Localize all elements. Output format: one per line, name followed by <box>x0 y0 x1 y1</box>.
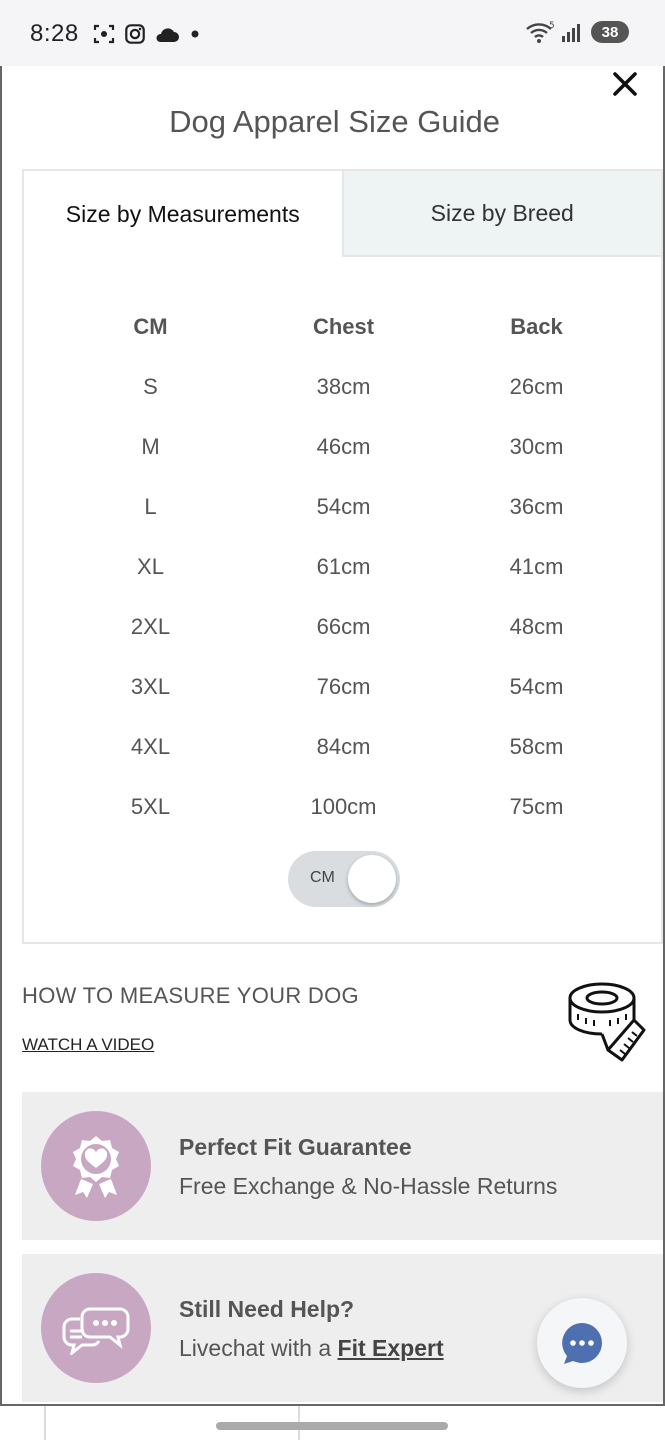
modal-title: Dog Apparel Size Guide <box>169 104 500 139</box>
back-cell: 48cm <box>509 614 564 639</box>
watch-video-link[interactable]: WATCH A VIDEO <box>22 1035 155 1054</box>
perfect-fit-title: Perfect Fit Guarantee <box>179 1134 412 1160</box>
size-cell: L <box>144 494 157 519</box>
background-page <box>0 1406 665 1440</box>
back-cell: 58cm <box>509 734 564 759</box>
how-to-measure-title: HOW TO MEASURE YOUR DOG <box>22 983 359 1008</box>
size-cell: XL <box>137 554 164 579</box>
status-icons-right <box>525 20 629 44</box>
chest-cell: 38cm <box>316 374 371 399</box>
column-header-size: CM <box>133 314 168 339</box>
measuring-tape-icon <box>562 976 652 1066</box>
close-icon <box>612 71 638 97</box>
award-heart-icon <box>67 1133 125 1199</box>
chest-cell: 54cm <box>316 494 371 519</box>
column-header-back: Back <box>510 314 563 339</box>
size-table <box>54 297 634 837</box>
size-guide-panel <box>22 169 663 944</box>
size-cell: 2XL <box>130 614 171 639</box>
table-row <box>54 477 634 537</box>
battery-icon: 38 <box>591 21 629 43</box>
chest-cell: 46cm <box>316 434 371 459</box>
chat-button[interactable] <box>537 1298 627 1388</box>
cloud-icon <box>154 24 180 44</box>
table-row <box>54 417 634 477</box>
divider <box>44 1406 46 1440</box>
screenshot-icon <box>92 22 116 46</box>
back-cell: 36cm <box>509 494 564 519</box>
close-button[interactable] <box>607 66 643 102</box>
size-guide-modal <box>0 66 665 1406</box>
table-row <box>54 597 634 657</box>
table-row <box>54 357 634 417</box>
status-time: 8:28 <box>30 20 79 47</box>
chest-cell: 100cm <box>310 794 377 819</box>
size-cell: 4XL <box>130 734 171 759</box>
chat-circle <box>41 1273 151 1383</box>
table-row <box>54 657 634 717</box>
size-cell: 5XL <box>130 794 171 819</box>
instagram-icon <box>124 23 146 45</box>
svg-text:5: 5 <box>549 21 555 31</box>
unit-toggle[interactable] <box>288 851 400 907</box>
status-icons-left <box>92 22 202 46</box>
tab-size-by-measurements[interactable]: Size by Measurements <box>24 171 342 257</box>
column-header-chest: Chest <box>312 314 375 339</box>
table-row <box>54 717 634 777</box>
award-circle <box>41 1111 151 1221</box>
chest-cell: 76cm <box>316 674 371 699</box>
livechat-prefix: Livechat with a <box>179 1335 338 1361</box>
back-cell: 26cm <box>509 374 564 399</box>
perfect-fit-subtitle: Free Exchange & No-Hassle Returns <box>179 1173 558 1199</box>
back-cell: 41cm <box>509 554 564 579</box>
table-header-row <box>54 297 634 357</box>
chest-cell: 61cm <box>316 554 371 579</box>
home-indicator[interactable] <box>216 1422 448 1430</box>
table-row <box>54 777 634 837</box>
tab-size-by-breed[interactable]: Size by Breed <box>342 171 662 257</box>
signal-icon <box>561 21 585 43</box>
wifi-icon <box>525 20 555 44</box>
size-cell: S <box>143 374 158 399</box>
chat-bubbles-icon <box>60 1301 132 1355</box>
back-cell: 30cm <box>509 434 564 459</box>
chest-cell: 66cm <box>316 614 371 639</box>
chat-icon <box>559 1320 605 1366</box>
perfect-fit-card <box>22 1092 663 1240</box>
back-cell: 54cm <box>509 674 564 699</box>
size-cell: M <box>141 434 160 459</box>
tab-bar <box>24 171 661 257</box>
unit-toggle-label: CM <box>310 869 335 886</box>
dot-icon <box>188 27 202 41</box>
chest-cell: 84cm <box>316 734 371 759</box>
toggle-knob <box>348 855 396 903</box>
table-row <box>54 537 634 597</box>
fit-expert-link[interactable]: Fit Expert <box>337 1335 444 1361</box>
size-cell: 3XL <box>130 674 171 699</box>
need-help-subtitle <box>179 1335 444 1362</box>
back-cell: 75cm <box>509 794 564 819</box>
status-bar <box>0 0 665 66</box>
need-help-title: Still Need Help? <box>179 1296 355 1322</box>
